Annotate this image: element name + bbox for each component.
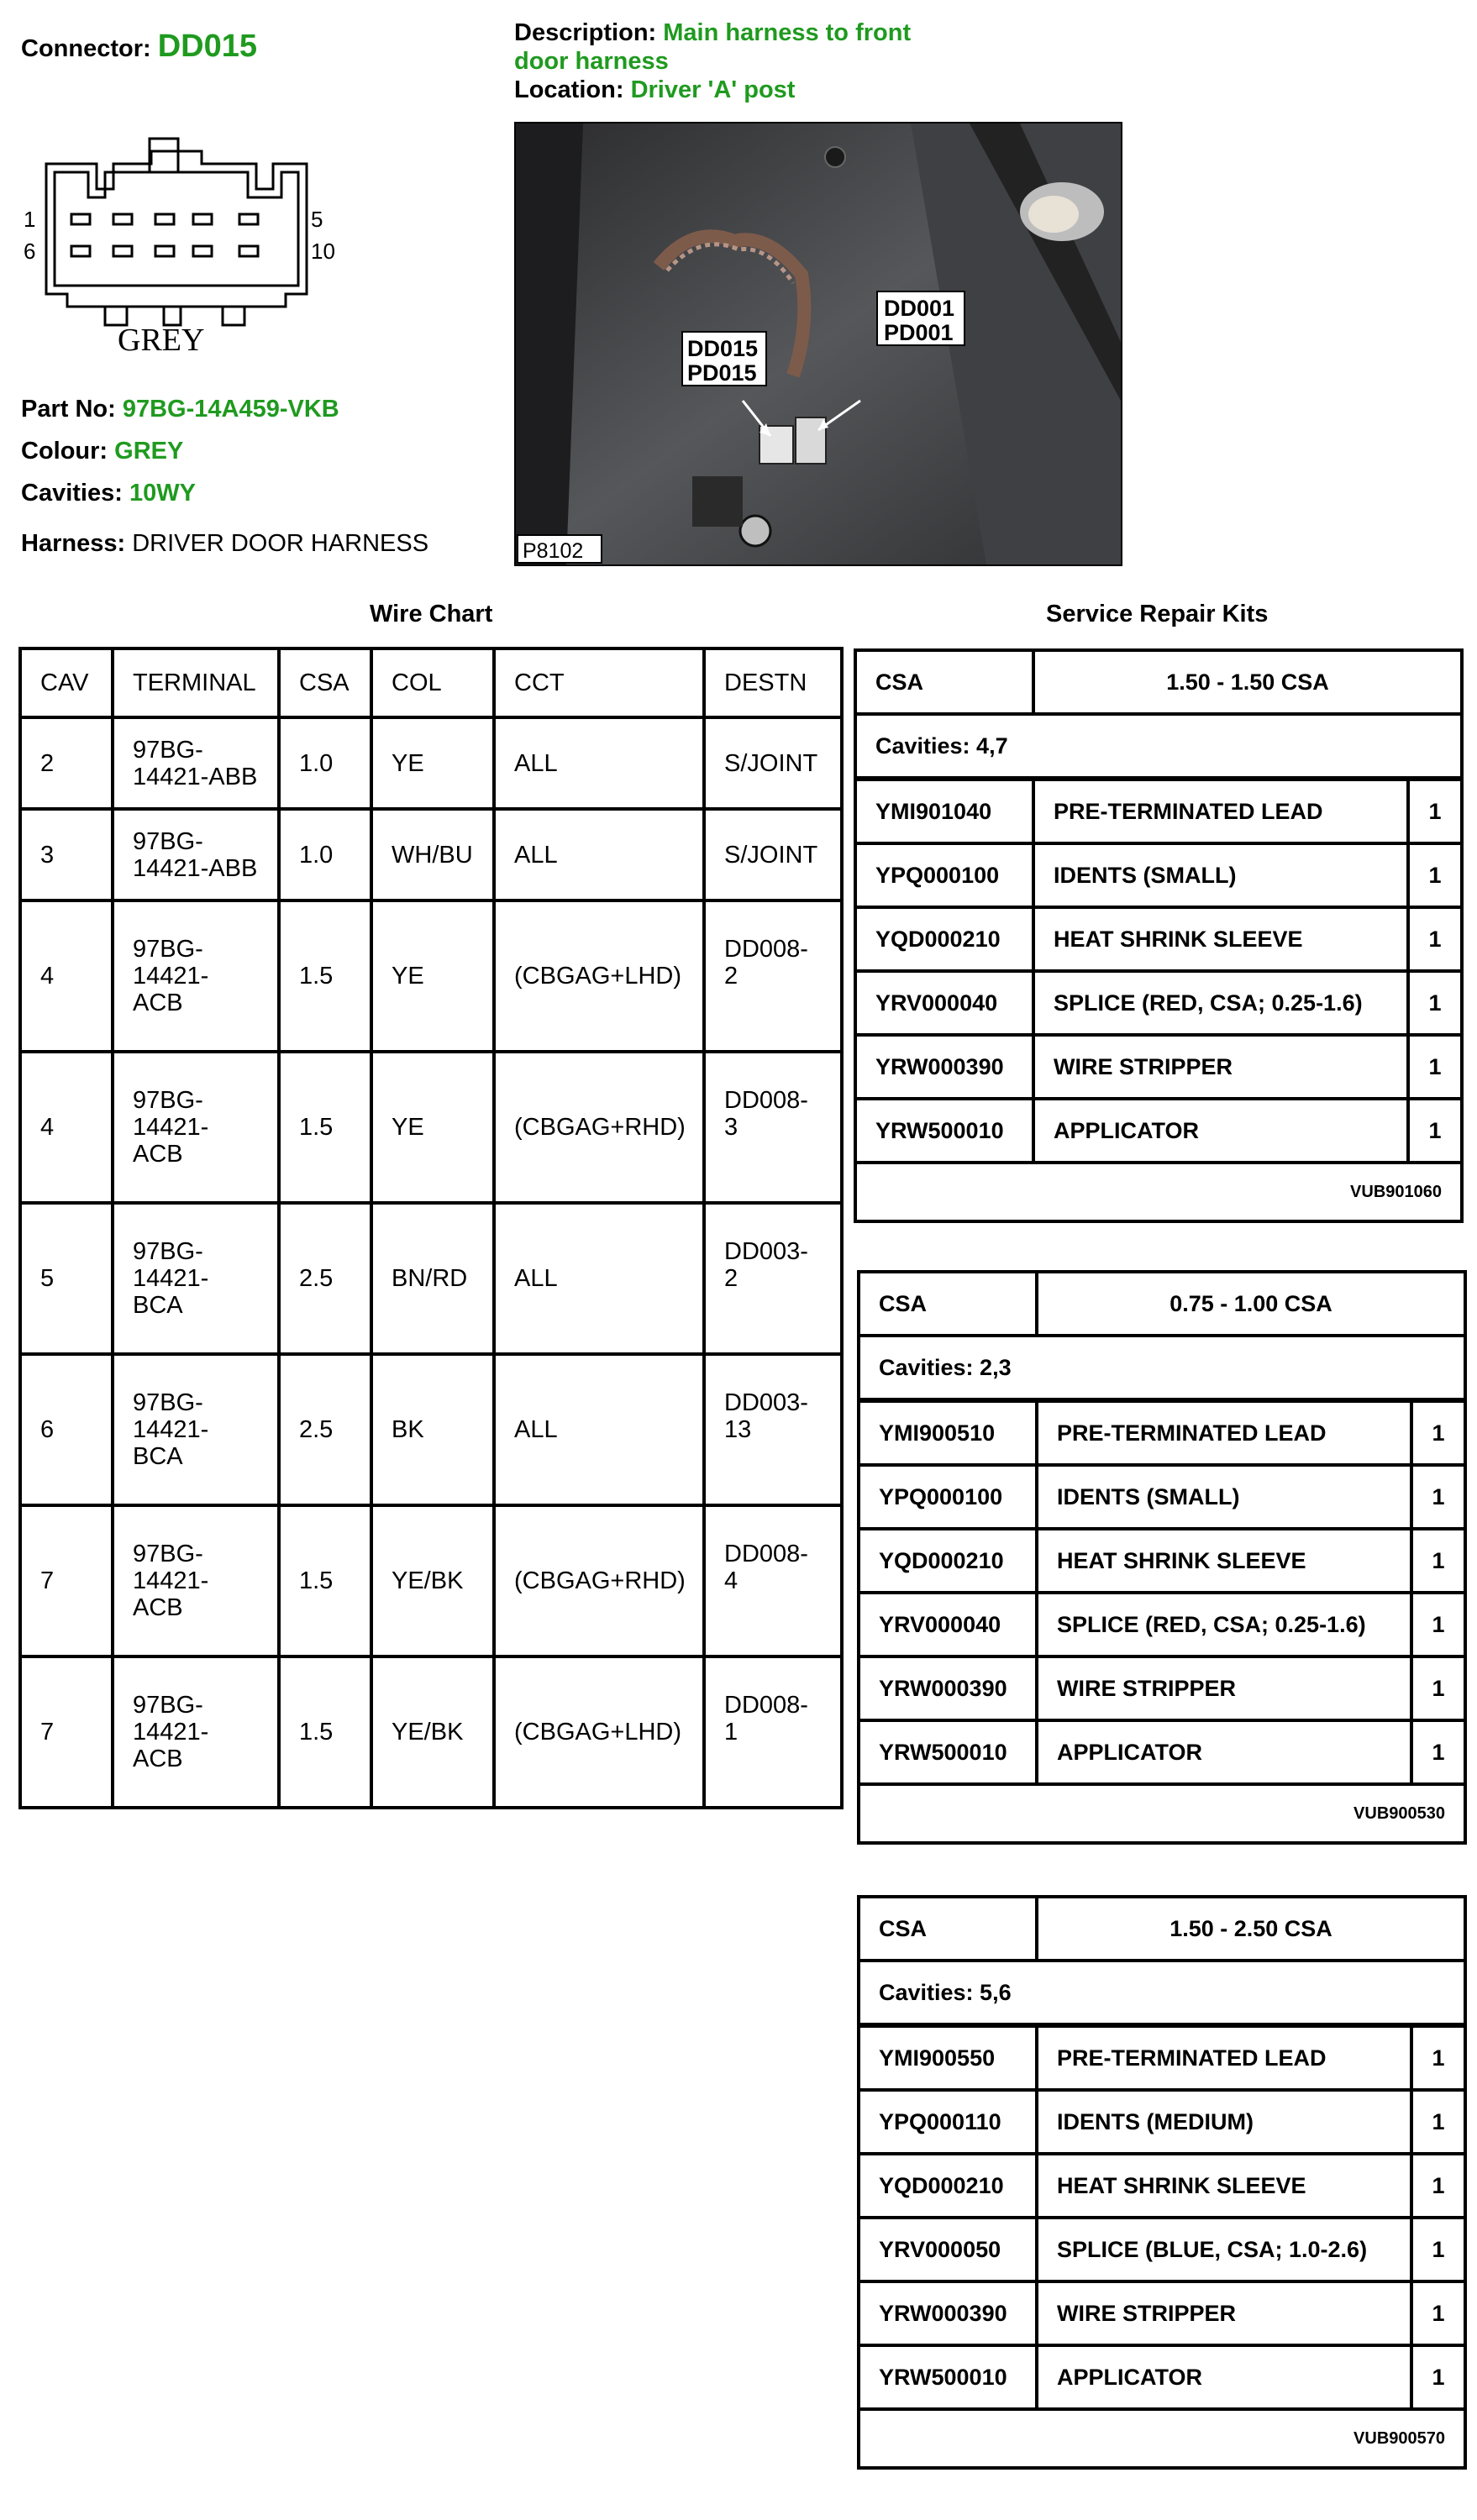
location-photo xyxy=(514,122,1122,566)
kit-item-desc: SPLICE (RED, CSA; 0.25-1.6) xyxy=(1033,971,1408,1035)
location-value: Driver 'A' post xyxy=(630,76,796,103)
cell-destn: DD003- 2 xyxy=(704,1203,842,1354)
cell-cav: 2 xyxy=(20,717,113,809)
cell-csa: 2.5 xyxy=(279,1354,371,1505)
cell-cct: ALL xyxy=(494,1354,704,1505)
kit-item-qty: 1 xyxy=(1411,2090,1465,2154)
kit-item-qty: 1 xyxy=(1411,1720,1465,1784)
cell-cct: ALL xyxy=(494,1203,704,1354)
kit-item-desc: APPLICATOR xyxy=(1037,2345,1411,2409)
service-kits-title: Service Repair Kits xyxy=(1046,601,1269,627)
kit-item-qty: 1 xyxy=(1408,907,1462,971)
colour-line xyxy=(21,437,183,465)
table-row xyxy=(20,1052,842,1203)
cavities-value: 10WY xyxy=(129,480,196,507)
cell-cav: 6 xyxy=(20,1354,113,1505)
kit-csa-range: 0.75 - 1.00 CSA xyxy=(1037,1272,1465,1336)
kit-csa-range: 1.50 - 2.50 CSA xyxy=(1037,1897,1465,1961)
callout-right-1: DD001 xyxy=(884,296,955,321)
kit-item-row xyxy=(859,1529,1465,1593)
kit-item-row xyxy=(859,2025,1465,2090)
harness-label: Harness: xyxy=(21,530,126,557)
kit-cavities: Cavities: 4,7 xyxy=(855,714,1462,779)
cell-destn: DD008- 3 xyxy=(704,1052,842,1203)
kit-code-row xyxy=(855,1163,1462,1221)
kit-csa-row xyxy=(859,1897,1465,1961)
service-kit-2 xyxy=(857,1270,1467,1845)
kit-item-row xyxy=(859,1593,1465,1656)
kit-item-desc: APPLICATOR xyxy=(1033,1099,1408,1163)
kit-item-code: YRW500010 xyxy=(859,2345,1037,2409)
kit-item-row xyxy=(855,1035,1462,1099)
kit-item-desc: PRE-TERMINATED LEAD xyxy=(1033,779,1408,843)
connector-heading xyxy=(21,29,258,64)
cell-destn: DD008- 2 xyxy=(704,900,842,1052)
callout-left-1: DD015 xyxy=(687,336,759,361)
cell-col: YE xyxy=(371,1052,494,1203)
table-row xyxy=(20,900,842,1052)
kit-item-desc: HEAT SHRINK SLEEVE xyxy=(1037,2154,1411,2218)
cell-csa: 1.5 xyxy=(279,900,371,1052)
connector-label: Connector: xyxy=(21,35,151,62)
table-row xyxy=(20,1354,842,1505)
kit-item-qty: 1 xyxy=(1411,1400,1465,1465)
kit-csa-row xyxy=(859,1272,1465,1336)
cell-cct: (CBGAG+LHD) xyxy=(494,900,704,1052)
col-csa: CSA xyxy=(279,648,371,717)
cell-cav: 5 xyxy=(20,1203,113,1354)
cell-cct: ALL xyxy=(494,809,704,900)
table-row xyxy=(20,809,842,900)
location-label: Location: xyxy=(514,76,624,103)
kit-item-row xyxy=(855,843,1462,907)
kit-item-row xyxy=(859,1465,1465,1529)
kit-item-desc: WIRE STRIPPER xyxy=(1037,2281,1411,2345)
kit-item-row xyxy=(855,779,1462,843)
kit-cavities: Cavities: 5,6 xyxy=(859,1961,1465,2025)
photo-ref: P8102 xyxy=(523,539,584,563)
kit-item-qty: 1 xyxy=(1408,1099,1462,1163)
kit-item-code: YRW000390 xyxy=(859,2281,1037,2345)
kit-item-row xyxy=(859,2218,1465,2281)
colour-label: Colour: xyxy=(21,438,108,465)
kit-item-row xyxy=(855,907,1462,971)
connector-colour-caption: GREY xyxy=(118,323,205,358)
kit-item-desc: PRE-TERMINATED LEAD xyxy=(1037,2025,1411,2090)
wire-chart-header xyxy=(20,648,842,717)
cell-col: WH/BU xyxy=(371,809,494,900)
kit-item-code: YPQ000100 xyxy=(855,843,1033,907)
kit-item-desc: WIRE STRIPPER xyxy=(1033,1035,1408,1099)
kit-item-desc: HEAT SHRINK SLEEVE xyxy=(1033,907,1408,971)
pin-10-label: 10 xyxy=(311,239,335,264)
kit-item-row xyxy=(859,2090,1465,2154)
kit-code-row xyxy=(859,2409,1465,2468)
part-number-line xyxy=(21,395,339,423)
kit-code-row xyxy=(859,1784,1465,1843)
kit-item-qty: 1 xyxy=(1411,2025,1465,2090)
cell-csa: 1.5 xyxy=(279,1656,371,1808)
table-row xyxy=(20,1203,842,1354)
kit-item-desc: SPLICE (RED, CSA; 0.25-1.6) xyxy=(1037,1593,1411,1656)
kit-item-code: YQD000210 xyxy=(855,907,1033,971)
part-number-value: 97BG-14A459-VKB xyxy=(122,396,339,423)
cell-col: BN/RD xyxy=(371,1203,494,1354)
cell-terminal: 97BG- 14421- BCA xyxy=(113,1354,279,1505)
kit-item-qty: 1 xyxy=(1411,2218,1465,2281)
cell-cct: (CBGAG+RHD) xyxy=(494,1052,704,1203)
kit-cavities: Cavities: 2,3 xyxy=(859,1336,1465,1400)
cell-terminal: 97BG- 14421- ACB xyxy=(113,1656,279,1808)
table-row xyxy=(20,1505,842,1656)
cell-col: YE xyxy=(371,900,494,1052)
cell-csa: 1.5 xyxy=(279,1052,371,1203)
kit-item-code: YQD000210 xyxy=(859,1529,1037,1593)
kit-cavities-row xyxy=(855,714,1462,779)
col-cct: CCT xyxy=(494,648,704,717)
cell-cav: 7 xyxy=(20,1505,113,1656)
kit-item-code: YRV000040 xyxy=(859,1593,1037,1656)
description-block xyxy=(514,18,911,104)
kit-item-row xyxy=(859,2281,1465,2345)
kit-item-qty: 1 xyxy=(1411,1465,1465,1529)
part-number-label: Part No: xyxy=(21,396,116,423)
cell-terminal: 97BG- 14421-ABB xyxy=(113,717,279,809)
kit-item-desc: PRE-TERMINATED LEAD xyxy=(1037,1400,1411,1465)
cell-terminal: 97BG- 14421- BCA xyxy=(113,1203,279,1354)
description-label: Description: xyxy=(514,19,657,46)
kit-item-desc: IDENTS (SMALL) xyxy=(1033,843,1408,907)
kit-item-code: YRW000390 xyxy=(855,1035,1033,1099)
col-cav: CAV xyxy=(20,648,113,717)
kit-item-desc: IDENTS (MEDIUM) xyxy=(1037,2090,1411,2154)
kit-csa-label: CSA xyxy=(855,650,1033,714)
connector-id: DD015 xyxy=(157,29,258,64)
kit-item-qty: 1 xyxy=(1408,843,1462,907)
col-destn: DESTN xyxy=(704,648,842,717)
cell-destn: S/JOINT xyxy=(704,809,842,900)
cell-cav: 7 xyxy=(20,1656,113,1808)
kit-item-row xyxy=(859,2154,1465,2218)
cell-destn: DD008- 1 xyxy=(704,1656,842,1808)
cell-csa: 1.5 xyxy=(279,1505,371,1656)
cell-terminal: 97BG- 14421- ACB xyxy=(113,1505,279,1656)
kit-csa-label: CSA xyxy=(859,1272,1037,1336)
kit-item-row xyxy=(855,1099,1462,1163)
kit-item-code: YRV000040 xyxy=(855,971,1033,1035)
kit-csa-label: CSA xyxy=(859,1897,1037,1961)
wire-chart xyxy=(18,647,844,1809)
kit-csa-range: 1.50 - 1.50 CSA xyxy=(1033,650,1462,714)
kit-csa-row xyxy=(855,650,1462,714)
cell-col: YE/BK xyxy=(371,1505,494,1656)
kit-item-qty: 1 xyxy=(1411,1656,1465,1720)
callout-left-2: PD015 xyxy=(687,360,757,386)
kit-cavities-row xyxy=(859,1961,1465,2025)
kit-item-code: YQD000210 xyxy=(859,2154,1037,2218)
cell-destn: S/JOINT xyxy=(704,717,842,809)
description-line1: Main harness to front xyxy=(663,19,912,46)
kit-item-code: YRW500010 xyxy=(859,1720,1037,1784)
pin-5-label: 5 xyxy=(311,207,323,232)
cell-cct: ALL xyxy=(494,717,704,809)
kit-item-code: YMI901040 xyxy=(855,779,1033,843)
harness-value: DRIVER DOOR HARNESS xyxy=(132,530,429,557)
kit-item-code: YPQ000100 xyxy=(859,1465,1037,1529)
cell-csa: 1.0 xyxy=(279,809,371,900)
cell-col: YE/BK xyxy=(371,1656,494,1808)
kit-item-code: YMI900510 xyxy=(859,1400,1037,1465)
description-line2: door harness xyxy=(514,48,669,75)
kit-item-qty: 1 xyxy=(1408,971,1462,1035)
cell-terminal: 97BG- 14421- ACB xyxy=(113,1052,279,1203)
pin-6-label: 6 xyxy=(24,239,36,264)
kit-item-qty: 1 xyxy=(1408,1035,1462,1099)
pin-1-label: 1 xyxy=(24,207,36,232)
kit-item-row xyxy=(859,2345,1465,2409)
callout-right-2: PD001 xyxy=(884,320,954,345)
kit-item-qty: 1 xyxy=(1411,2154,1465,2218)
kit-cavities-row xyxy=(859,1336,1465,1400)
wire-chart-title: Wire Chart xyxy=(370,601,493,627)
kit-item-desc: IDENTS (SMALL) xyxy=(1037,1465,1411,1529)
kit-item-desc: WIRE STRIPPER xyxy=(1037,1656,1411,1720)
cell-cav: 4 xyxy=(20,1052,113,1203)
colour-value: GREY xyxy=(114,438,184,465)
cell-cav: 4 xyxy=(20,900,113,1052)
col-col: COL xyxy=(371,648,494,717)
kit-item-row xyxy=(859,1720,1465,1784)
kit-item-code: YMI900550 xyxy=(859,2025,1037,2090)
kit-item-desc: APPLICATOR xyxy=(1037,1720,1411,1784)
kit-code: VUB900570 xyxy=(859,2409,1465,2468)
cell-cct: (CBGAG+RHD) xyxy=(494,1505,704,1656)
table-row xyxy=(20,1656,842,1808)
kit-item-qty: 1 xyxy=(1411,1593,1465,1656)
cell-terminal: 97BG- 14421-ABB xyxy=(113,809,279,900)
kit-item-desc: HEAT SHRINK SLEEVE xyxy=(1037,1529,1411,1593)
harness-line xyxy=(21,529,428,558)
cell-destn: DD003- 13 xyxy=(704,1354,842,1505)
kit-item-row xyxy=(859,1656,1465,1720)
kit-item-qty: 1 xyxy=(1411,2345,1465,2409)
table-row xyxy=(20,717,842,809)
cell-csa: 2.5 xyxy=(279,1203,371,1354)
cell-col: YE xyxy=(371,717,494,809)
kit-item-code: YRW500010 xyxy=(855,1099,1033,1163)
kit-item-code: YPQ000110 xyxy=(859,2090,1037,2154)
cell-terminal: 97BG- 14421- ACB xyxy=(113,900,279,1052)
cavities-label: Cavities: xyxy=(21,480,123,507)
cell-csa: 1.0 xyxy=(279,717,371,809)
cavities-line xyxy=(21,479,196,507)
kit-item-qty: 1 xyxy=(1411,2281,1465,2345)
kit-item-qty: 1 xyxy=(1411,1529,1465,1593)
cell-destn: DD008- 4 xyxy=(704,1505,842,1656)
cell-cct: (CBGAG+LHD) xyxy=(494,1656,704,1808)
kit-item-code: YRV000050 xyxy=(859,2218,1037,2281)
kit-code: VUB900530 xyxy=(859,1784,1465,1843)
kit-item-code: YRW000390 xyxy=(859,1656,1037,1720)
kit-item-desc: SPLICE (BLUE, CSA; 1.0-2.6) xyxy=(1037,2218,1411,2281)
kit-code: VUB901060 xyxy=(855,1163,1462,1221)
kit-item-row xyxy=(859,1400,1465,1465)
service-kit-1 xyxy=(854,648,1464,1223)
kit-item-row xyxy=(855,971,1462,1035)
cell-cav: 3 xyxy=(20,809,113,900)
service-kit-3 xyxy=(857,1895,1467,2470)
col-terminal: TERMINAL xyxy=(113,648,279,717)
cell-col: BK xyxy=(371,1354,494,1505)
kit-item-qty: 1 xyxy=(1408,779,1462,843)
